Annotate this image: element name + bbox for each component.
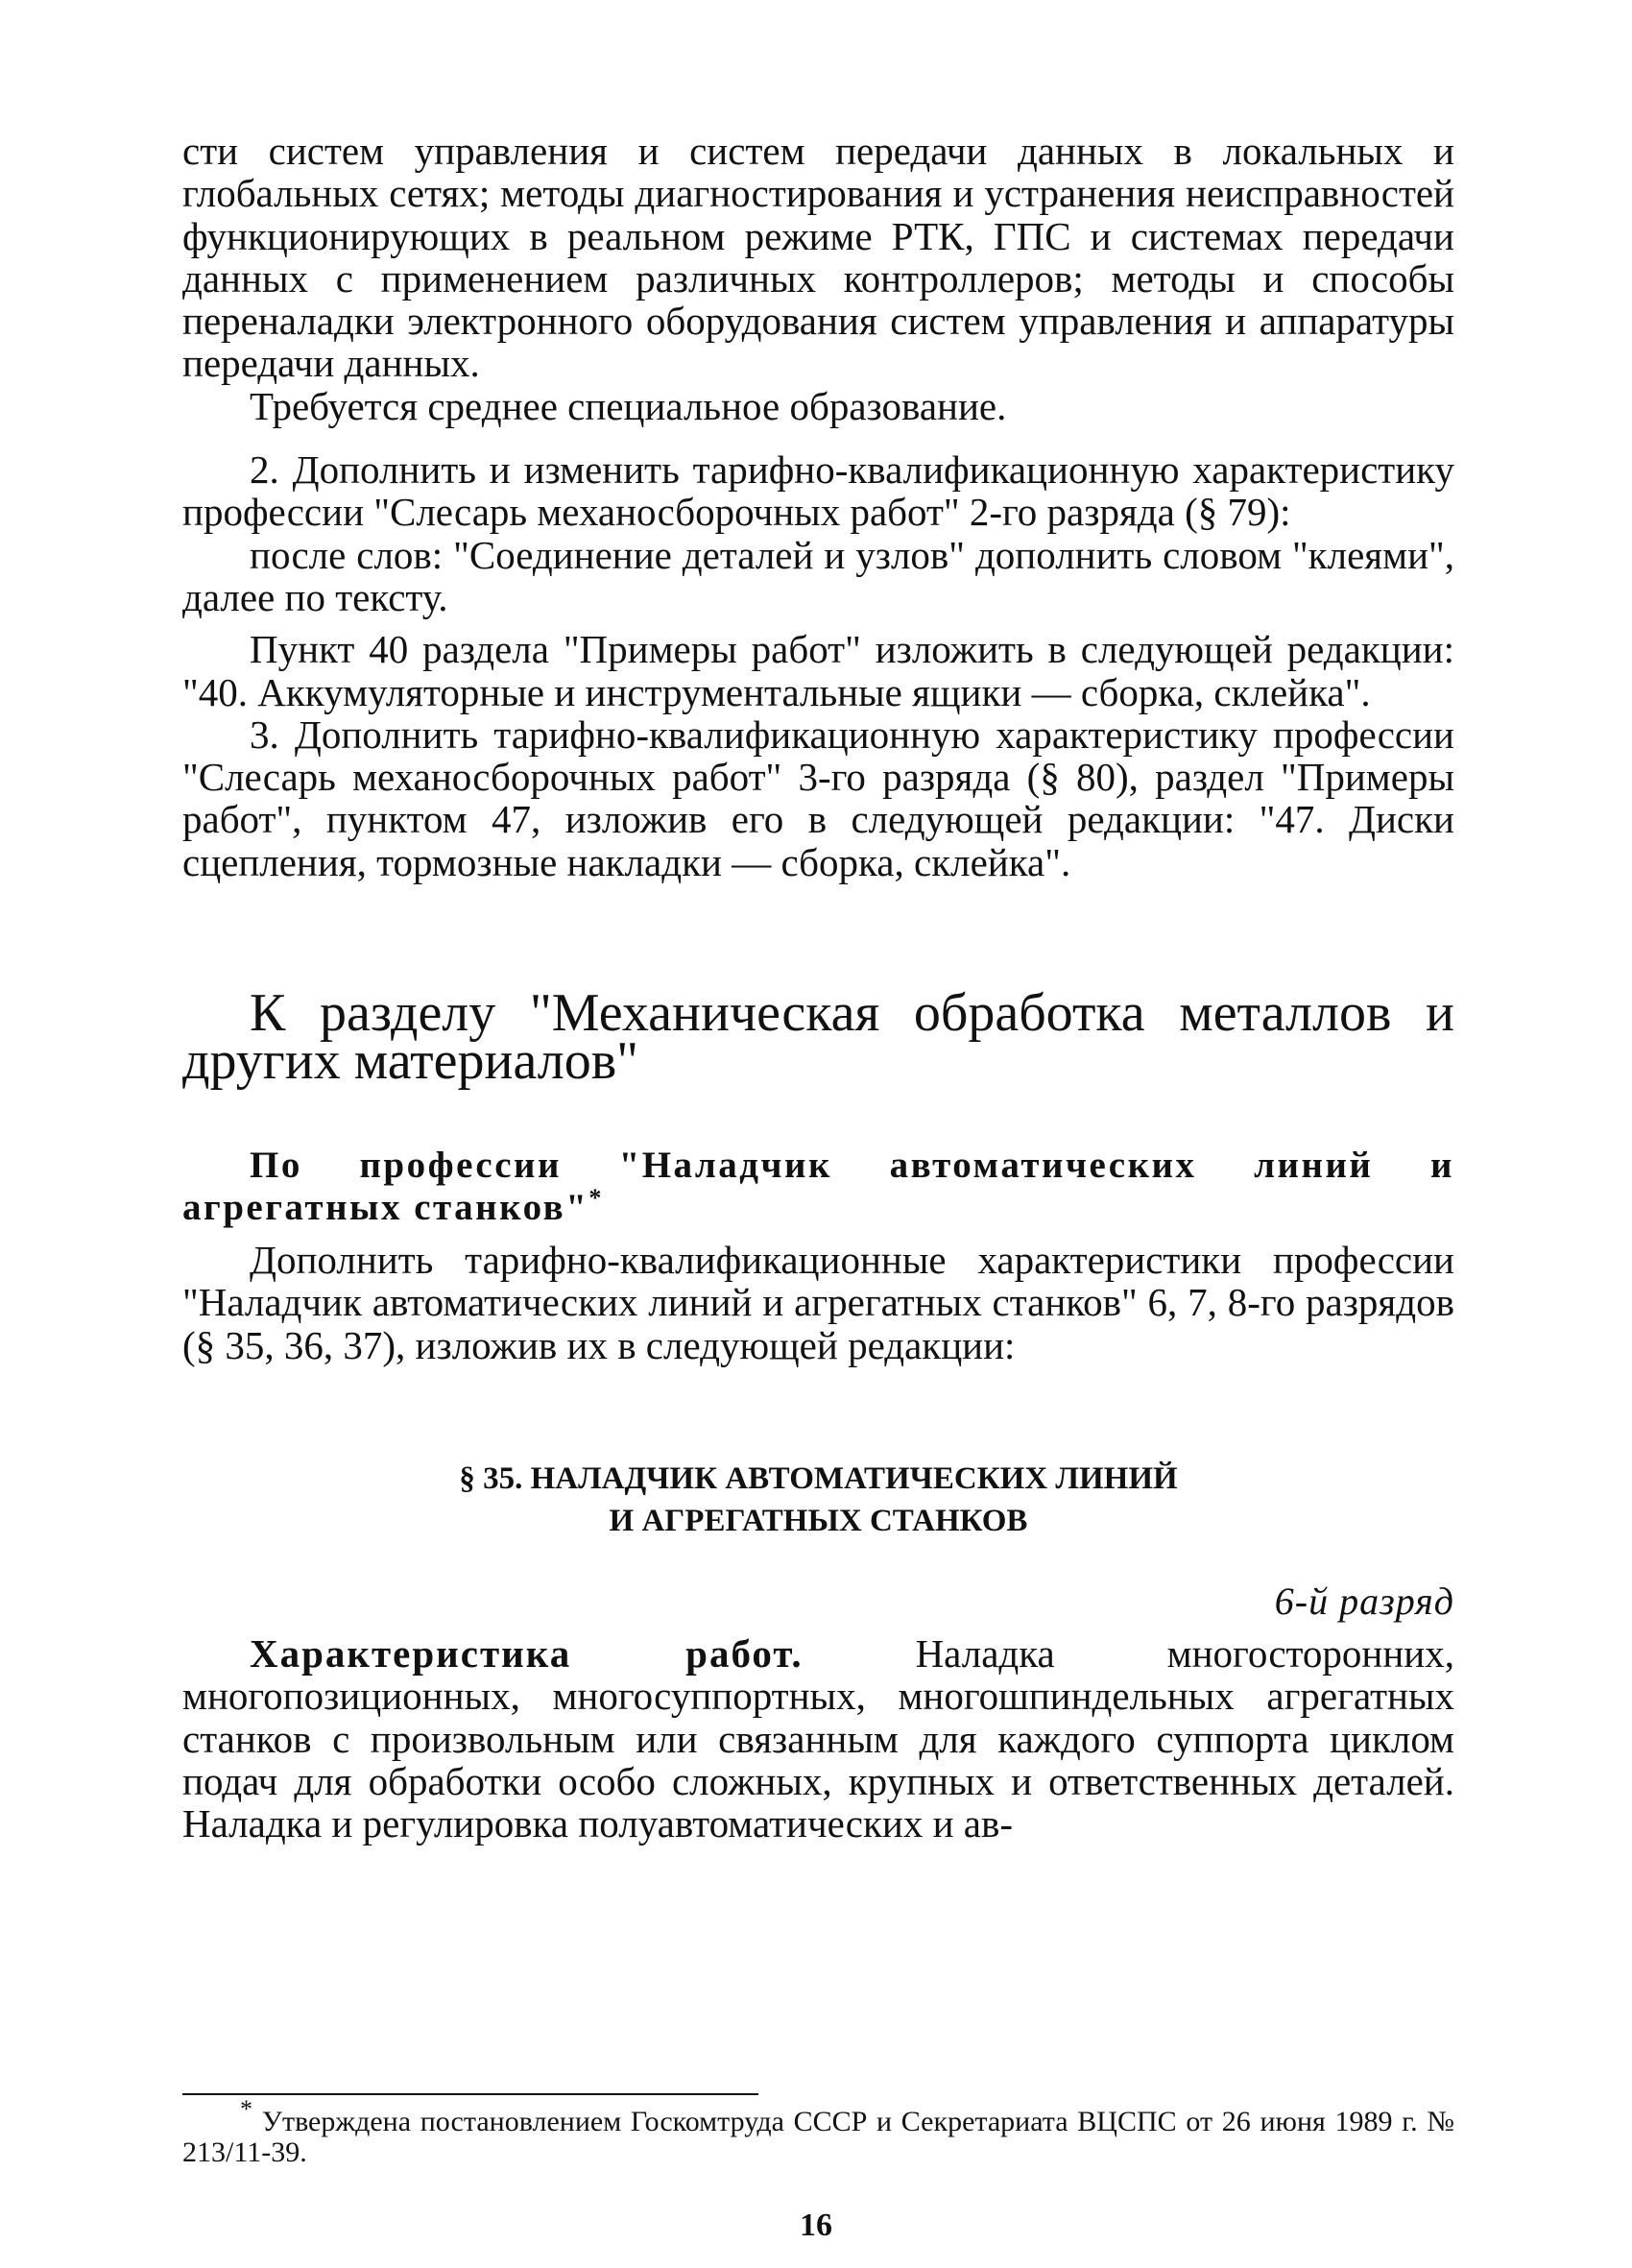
grade-label: 6-й разряд	[1274, 1579, 1454, 1623]
work-characteristics	[182, 1632, 1454, 1845]
education-requirement: Требуется среднее специальное образование.	[250, 383, 1007, 428]
item-2-paragraph: 2. Дополнить и изменить тарифно-квалификационную характеристику профессии "Слесарь механосборочных работ" 2-го разряда (§ 79):	[182, 447, 1454, 535]
profession-heading-text: По профессии "Наладчик автоматических линий и агрегатных станков"	[182, 1145, 1454, 1229]
footnote-marker: *	[588, 1184, 604, 1213]
profession-heading	[182, 1145, 1454, 1229]
footnote-text: Утверждена постановлением Госкомтруда СССР и Секретариата ВЦСПС от 26 июня 1989 г. № 213/11-39.	[182, 2106, 1454, 2168]
work-characteristics-text: Наладка многосторонних, многопозиционных, многосуппортных, многошпиндельных агрегатных станков с произвольным или связанным для каждого суппорта циклом подач для обработки особо сложных, крупных и ответственных деталей. Наладка и регулировка полуавтоматических и ав-	[182, 1630, 1454, 1846]
item-2-addition: после слов: "Соединение деталей и узлов" дополнить словом "клеями", далее по тексту.	[182, 532, 1454, 619]
footnote-mark: *	[240, 2095, 252, 2123]
continued-paragraph: сти систем управления и систем передачи данных в локальных и глобальных сетях; методы диагностирования и устранения неисправностей функционирующих в реальном режиме РТК, ГПС и системах передачи данных с применением различных контроллеров; методы и способы переналадки электронного оборудования систем управления и аппаратуры передачи данных.	[182, 129, 1454, 386]
page-body	[182, 130, 1454, 1845]
profession-intro: Дополнить тарифно-квалификационные характеристики профессии "Наладчик автоматических линий и агрегатных станков" 6, 7, 8-го разрядов (§ 35, 36, 37), изложив их в следующей редакции:	[182, 1238, 1454, 1367]
work-characteristics-lead: Характеристика работ.	[250, 1630, 804, 1676]
item-40-paragraph: Пункт 40 раздела "Примеры работ" изложить в следующей редакции: "40. Аккумуляторные и инструментальные ящики — сборка, склейка".	[182, 627, 1454, 714]
footnote	[182, 2095, 1454, 2168]
paragraph-title-line1: § 35. НАЛАДЧИК АВТОМАТИЧЕСКИХ ЛИНИЙ	[459, 1460, 1178, 1496]
paragraph-title-line2: И АГРЕГАТНЫХ СТАНКОВ	[609, 1503, 1028, 1538]
footnote-rule	[182, 2093, 758, 2095]
section-heading: К разделу "Механическая обработка металлов и других материалов"	[182, 983, 1454, 1092]
page-number: 16	[800, 2208, 832, 2243]
item-3-paragraph: 3. Дополнить тарифно-квалификационную характеристику профессии "Слесарь механосборочных работ" 3-го разряда (§ 80), раздел "Примеры работ", пунктом 47, изложив его в следующей редакции: "47. Диски сцепления, тормозные накладки — сборка, склейка".	[182, 712, 1454, 884]
paragraph-title	[182, 1458, 1454, 1542]
